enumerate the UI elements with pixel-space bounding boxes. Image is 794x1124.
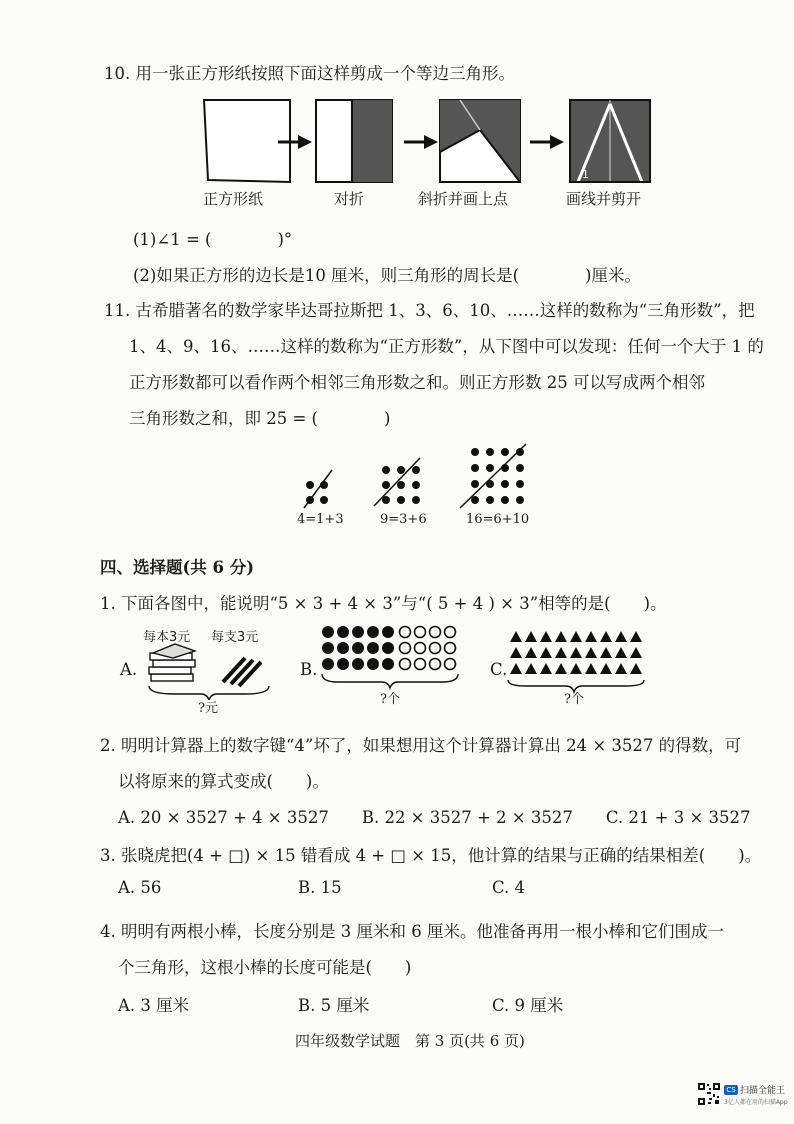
- brace-b: [322, 674, 458, 688]
- mc-q4-option-b: B. 5 厘米: [298, 996, 370, 1015]
- square-numbers-dot-diagram: [290, 440, 550, 520]
- pens-icon: [223, 658, 261, 686]
- arrow-icon: [530, 135, 564, 149]
- mc-q2-options: A. 20 × 3527 + 4 × 3527 B. 22 × 3527 + 2 × 3527 C. 21 + 3 × 3527: [118, 808, 751, 827]
- q10-sub2: (2)如果正方形的边长是10 厘米，则三角形的周长是( )厘米。: [133, 266, 641, 285]
- q11-line2: 1、4、9、16、……这样的数称为“正方形数”，从下图中可以发现：任何一个大于 1 的: [129, 337, 764, 356]
- q10-stem: 10. 用一张正方形纸按照下面这样剪成一个等边三角形。: [104, 64, 515, 83]
- mc-q3-stem: 3. 张晓虎把(4 + □) × 15 错看成 4 + □ × 15，他计算的结果与正确的结果相差( )。: [100, 846, 762, 865]
- dots-3x3: [374, 458, 420, 506]
- total-b: ?个: [380, 692, 400, 707]
- mc-q4-option-c: C. 9 厘米: [492, 996, 564, 1015]
- draw-and-cut-figure: [570, 100, 650, 182]
- triangles-grid-figure: [506, 628, 666, 698]
- scanner-badge-icon: CS: [724, 1085, 738, 1095]
- caption-square-paper: 正方形纸: [203, 190, 264, 208]
- mc-q1-option-b: B.: [300, 660, 318, 679]
- q11-line4: 三角形数之和，即 25 = ( ): [129, 409, 391, 428]
- caption-fold: 对折: [334, 190, 365, 208]
- label-per-book: 每本3元: [143, 630, 191, 645]
- mc-q3-option-c: C. 4: [492, 878, 526, 897]
- q10-sub1: (1)∠1 = ( )°: [133, 230, 293, 249]
- mc-q4-option-a: A. 3 厘米: [118, 996, 190, 1015]
- mc-q2-line2: 以将原来的算式变成( )。: [118, 772, 329, 791]
- books-and-pens-figure: [145, 640, 280, 700]
- mc-q3-option-a: A. 56: [118, 878, 162, 897]
- caption-diagonal-fold: 斜折并画上点: [418, 190, 509, 208]
- q10-folding-diagram: [190, 90, 680, 190]
- mc-q2-line1: 2. 明明计算器上的数字键“4”坏了，如果想用这个计算器计算出 24 × 3527 的得数，可: [100, 736, 742, 755]
- mc-q3-option-b: B. 15: [298, 878, 342, 897]
- circles-grid-figure: [318, 622, 468, 697]
- angle-1-label: 1: [582, 168, 589, 181]
- caption-9: 9=3+6: [380, 512, 427, 527]
- section-4-heading: 四、选择题(共 6 分): [100, 558, 255, 577]
- book-stack-icon: [149, 644, 195, 681]
- diagonal-fold-figure: [440, 100, 520, 182]
- total-c: ?个: [564, 692, 584, 707]
- fold-half-figure: [316, 100, 392, 182]
- triangles-grid: [510, 631, 642, 674]
- label-per-pen: 每支3元: [211, 630, 259, 645]
- q11-line1: 11. 古希腊著名的数学家毕达哥拉斯把 1、3、6、10、……这样的数称为“三角形数”，把: [104, 301, 755, 320]
- square-paper-figure: [204, 100, 290, 182]
- total-a: ?元: [198, 701, 218, 716]
- mc-q4-line1: 4. 明明有两根小棒，长度分别是 3 厘米和 6 厘米。他准备再用一根小棒和它们围成一: [100, 922, 724, 941]
- hollow-circles: [400, 627, 456, 670]
- arrow-icon: [404, 135, 438, 149]
- dots-2x2: [304, 470, 332, 508]
- caption-4: 4=1+3: [297, 512, 344, 527]
- filled-circles: [322, 626, 394, 670]
- caption-16: 16=6+10: [466, 512, 530, 527]
- q11-line3: 正方形数都可以看作两个相邻三角形数之和。则正方形数 25 可以写成两个相邻: [129, 373, 705, 392]
- qr-code-icon: [697, 1082, 721, 1106]
- scanner-app-name: 扫描全能王: [740, 1086, 786, 1096]
- mc-q1-option-a: A.: [120, 660, 138, 679]
- mc-q4-line2: 个三角形，这根小棒的长度可能是( ): [118, 958, 412, 977]
- mc-q1-option-c: C.: [490, 660, 508, 679]
- scanner-app-tagline: 3亿人都在用的扫描App: [724, 1099, 788, 1106]
- mc-q1-stem: 1. 下面各图中，能说明“5 × 3 + 4 × 3”与“( 5 + 4 ) × 3”相等的是( )。: [100, 594, 667, 613]
- caption-draw-cut: 画线并剪开: [566, 190, 642, 208]
- page-footer: 四年级数学试题 第 3 页(共 6 页): [295, 1032, 525, 1050]
- dots-4x4: [460, 444, 526, 508]
